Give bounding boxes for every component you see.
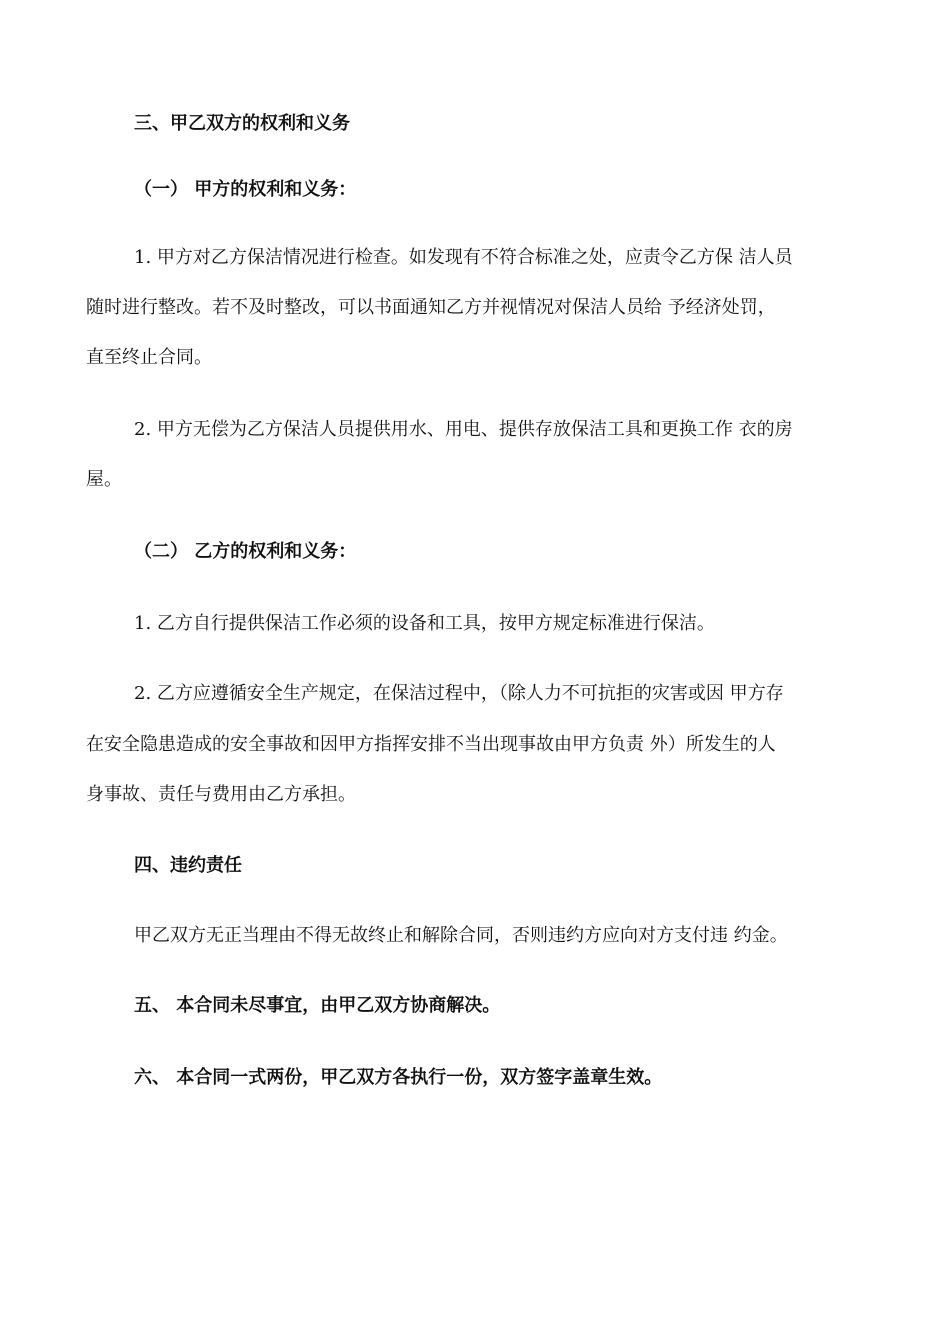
section-5-title: 五、 本合同未尽事宜，由甲乙双方协商解决。 <box>134 995 501 1016</box>
party-b-item-2-line-1: 2. 乙方应遵循安全生产规定，在保洁过程中，（除人力不可抗拒的灾害或因 甲方存 <box>134 683 784 704</box>
party-a-item-2-line-1: 2. 甲方无偿为乙方保洁人员提供用水、用电、提供存放保洁工具和更换工作 衣的房 <box>134 419 793 440</box>
party-a-item-1-line-2: 随时进行整改。若不及时整改，可以书面通知乙方并视情况对保洁人员给 予经济处罚， <box>86 297 776 318</box>
party-b-item-2-line-2: 在安全隐患造成的安全事故和因甲方指挥安排不当出现事故由甲方负责 外）所发生的人 <box>86 734 776 755</box>
section-4-body: 甲乙双方无正当理由不得无故终止和解除合同，否则违约方应向对方支付违 约金。 <box>134 925 788 946</box>
party-b-heading: （二） 乙方的权利和义务： <box>134 541 357 562</box>
section-6-title: 六、 本合同一式两份，甲乙双方各执行一份，双方签字盖章生效。 <box>134 1067 663 1088</box>
section-3-title: 三、甲乙双方的权利和义务 <box>134 113 350 134</box>
party-a-heading: （一） 甲方的权利和义务： <box>134 179 357 200</box>
party-b-item-1-line-1: 1. 乙方自行提供保洁工作必须的设备和工具，按甲方规定标准进行保洁。 <box>134 613 715 634</box>
party-b-item-2-line-3: 身事故、责任与费用由乙方承担。 <box>86 784 356 805</box>
party-a-item-1-line-1: 1. 甲方对乙方保洁情况进行检查。如发现有不符合标准之处，应责令乙方保 洁人员 <box>134 247 793 268</box>
section-4-title: 四、违约责任 <box>134 855 242 876</box>
party-a-item-1-line-3: 直至终止合同。 <box>86 347 212 368</box>
party-a-item-2-line-2: 屋。 <box>86 469 122 490</box>
